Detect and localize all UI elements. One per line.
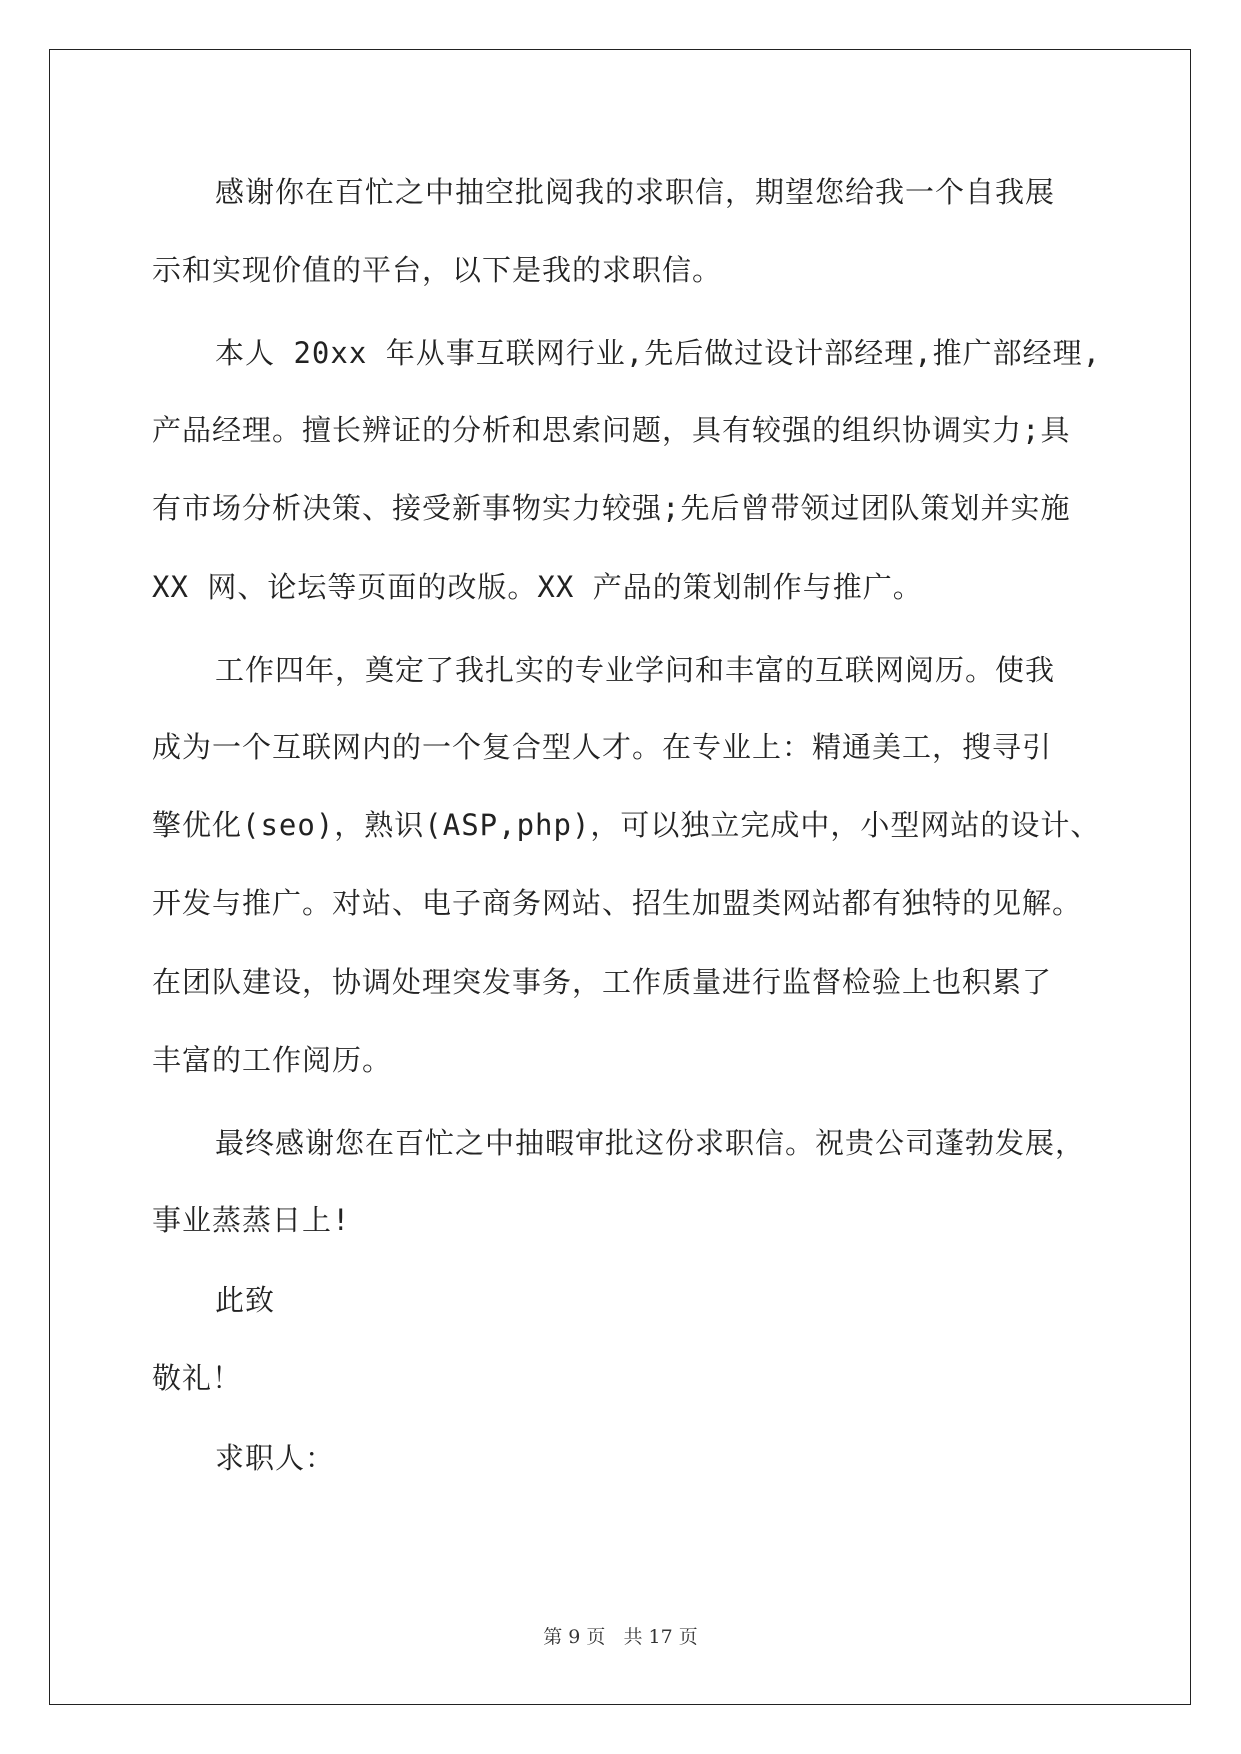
paragraph-line: 事业蒸蒸日上!: [152, 1203, 351, 1237]
paragraph-line: 本人 20xx 年从事互联网行业,先后做过设计部经理,推广部经理,: [215, 336, 1102, 370]
paragraph-line: 最终感谢您在百忙之中抽暇审批这份求职信。祝贵公司蓬勃发展，: [215, 1126, 1086, 1160]
paragraph-line: 成为一个互联网内的一个复合型人才。在专业上：精通美工，搜寻引: [152, 730, 1053, 764]
page-number: 第 9 页: [543, 1626, 606, 1648]
paragraph-line: 有市场分析决策、接受新事物实力较强;先后曾带领过团队策划并实施: [152, 491, 1071, 525]
page-footer: [0, 1622, 1241, 1649]
page-total: 共 17 页: [623, 1626, 698, 1648]
paragraph-line: XX 网、论坛等页面的改版。XX 产品的策划制作与推广。: [152, 570, 923, 604]
paragraph-line: 擎优化(seo)，熟识(ASP,php)，可以独立完成中，小型网站的设计、: [152, 808, 1101, 842]
paragraph-line: 示和实现价值的平台，以下是我的求职信。: [152, 253, 723, 287]
paragraph-line: 工作四年，奠定了我扎实的专业学问和丰富的互联网阅历。使我: [215, 653, 1056, 687]
closing-regards: 敬礼！: [152, 1361, 243, 1395]
paragraph-line: 开发与推广。对站、电子商务网站、招生加盟类网站都有独特的见解。: [152, 886, 1083, 920]
closing-salutation: 此致: [215, 1283, 276, 1317]
paragraph-line: 产品经理。擅长辨证的分析和思索问题，具有较强的组织协调实力;具: [152, 413, 1071, 447]
paragraph-line: 在团队建设，协调处理突发事务，工作质量进行监督检验上也积累了: [152, 965, 1053, 999]
signature-label: 求职人：: [215, 1441, 336, 1475]
paragraph-line: 感谢你在百忙之中抽空批阅我的求职信，期望您给我一个自我展: [215, 175, 1056, 209]
paragraph-line: 丰富的工作阅历。: [152, 1043, 393, 1077]
